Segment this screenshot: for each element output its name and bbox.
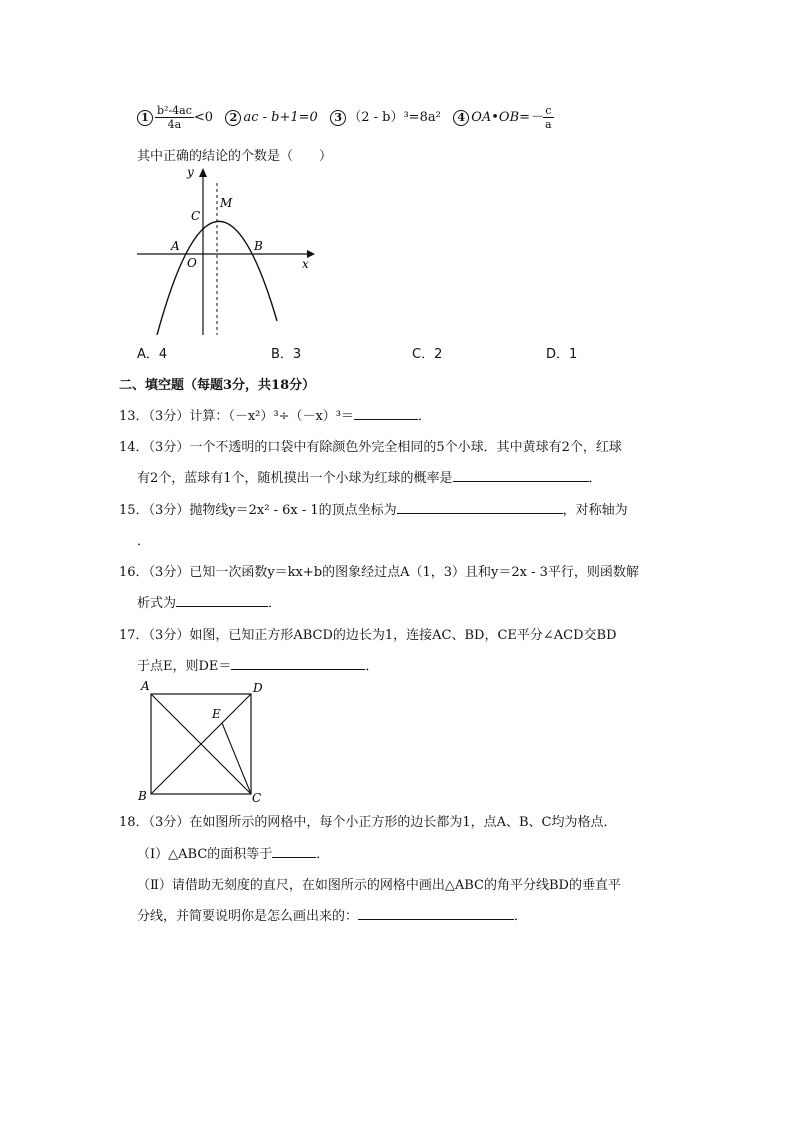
q14-line2 bbox=[137, 467, 602, 486]
q16-line1: 16．（3分）已知一次函数y＝kx+b的图象经过点A（1，3）且和y＝2x - 3平行，则函数解 bbox=[119, 565, 639, 580]
q17-answer-blank[interactable] bbox=[231, 655, 365, 670]
q16-end: ． bbox=[268, 596, 282, 611]
label-e: E bbox=[212, 707, 221, 721]
circled-3: 3 bbox=[330, 110, 346, 126]
q18-part2-end: ． bbox=[514, 909, 528, 924]
q14-line1: 14．（3分）一个不透明的口袋中有除颜色外完全相同的5个小球．其中黄球有2个，红球 bbox=[119, 440, 622, 455]
q18-part2-line1: （Ⅱ）请借助无刻度的直尺，在如图所示的网格中画出△ABC的角平分线BD的垂直平 bbox=[137, 878, 621, 893]
label-a: A bbox=[141, 679, 150, 693]
q15-line2: ． bbox=[137, 534, 151, 549]
c1-rest: <0 bbox=[193, 110, 214, 125]
b-label: B bbox=[254, 239, 263, 253]
q13-answer-blank[interactable] bbox=[354, 405, 418, 420]
circled-4: 4 bbox=[453, 110, 469, 126]
q18-part2-text: 分线，并简要说明你是怎么画出来的： bbox=[137, 909, 359, 924]
q18-part1-end: ． bbox=[316, 847, 330, 862]
q14-answer-blank[interactable] bbox=[453, 467, 589, 482]
q16-line2-text: 析式为 bbox=[137, 596, 177, 611]
option-a[interactable]: A．4 bbox=[137, 347, 168, 362]
c-label: C bbox=[191, 209, 201, 223]
q17-line1: 17．（3分）如图，已知正方形ABCD的边长为1，连接AC、BD，CE平分∠ACD交BD bbox=[119, 628, 617, 643]
option-d[interactable]: D．1 bbox=[546, 347, 578, 362]
q18-part2-line2 bbox=[137, 905, 527, 924]
c2-text: ac - b+1=0 bbox=[243, 110, 318, 125]
q18-method-blank[interactable] bbox=[358, 905, 514, 920]
q15-line1 bbox=[119, 499, 628, 518]
label-c: C bbox=[252, 791, 262, 805]
section2-heading: 二、填空题（每题3分，共18分） bbox=[119, 378, 316, 393]
q15-mid: ，对称轴为 bbox=[562, 503, 628, 518]
q16-answer-blank[interactable] bbox=[176, 592, 268, 607]
q17-end: ． bbox=[365, 659, 379, 674]
option-b[interactable]: B．3 bbox=[271, 347, 302, 362]
c1-fraction: $\frac{\text{b²-4ac}}{4a}$ bbox=[157, 104, 192, 131]
x-label: x bbox=[302, 257, 309, 271]
q18-part1 bbox=[137, 843, 329, 862]
q18-part1-text: （Ⅰ）△ABC的面积等于 bbox=[137, 847, 273, 862]
q17-line2 bbox=[137, 655, 378, 674]
q12-conclusions bbox=[137, 100, 554, 136]
c3-text: （2 - b）³=8a² bbox=[348, 110, 441, 125]
y-axis-arrow bbox=[199, 168, 207, 177]
q14-line2-text: 有2个，蓝球有1个，随机摸出一个小球为红球的概率是 bbox=[137, 471, 453, 486]
q13-end: ． bbox=[418, 409, 432, 424]
q12-question: 其中正确的结论的个数是（ ） bbox=[137, 149, 333, 164]
parabola-graph bbox=[135, 165, 315, 340]
q13 bbox=[119, 405, 431, 424]
o-label: O bbox=[187, 256, 197, 270]
square-figure bbox=[135, 678, 270, 806]
label-d: D bbox=[253, 681, 263, 695]
circled-2: 2 bbox=[225, 110, 241, 126]
circled-1: 1 bbox=[137, 110, 153, 126]
c4-fraction: $\frac{c}{a}$ bbox=[545, 104, 552, 131]
q18-area-blank[interactable] bbox=[272, 843, 316, 858]
q18-line1: 18．（3分）在如图所示的网格中，每个小正方形的边长都为1，点A、B、C均为格点． bbox=[119, 815, 617, 830]
q14-end: ． bbox=[588, 471, 602, 486]
q15-text: 15．（3分）抛物线y＝2x² - 6x - 1的顶点坐标为 bbox=[119, 503, 397, 518]
a-label: A bbox=[171, 239, 180, 253]
c4-text: OA•OB=－ bbox=[471, 110, 544, 125]
q13-text: 13．（3分）计算：（－x²）³÷（－x）³＝ bbox=[119, 409, 355, 424]
option-c[interactable]: C．2 bbox=[412, 347, 443, 362]
q15-vertex-blank[interactable] bbox=[397, 499, 563, 514]
q17-line2-text: 于点E，则DE＝ bbox=[137, 659, 232, 674]
segment-ce bbox=[222, 723, 251, 794]
y-label: y bbox=[187, 165, 194, 179]
label-b: B bbox=[138, 789, 147, 803]
q16-line2 bbox=[137, 592, 281, 611]
m-label: M bbox=[220, 196, 233, 210]
